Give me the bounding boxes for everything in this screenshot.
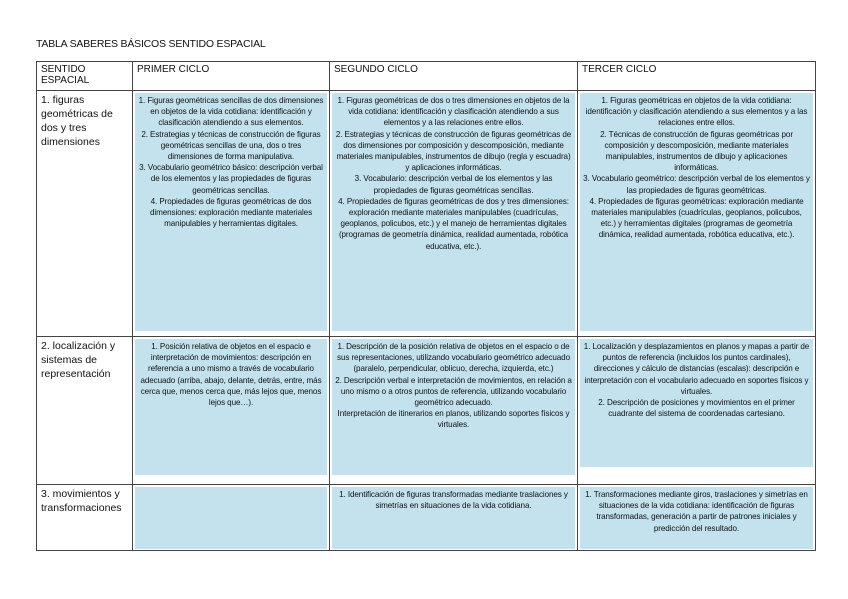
content-box: [332, 487, 575, 549]
content-box: [135, 93, 327, 331]
list-item: 1. Figuras geométricas sencillas de dos dimensiones en objetos de la vida cotidiana: identificación y clasificación atendiendo a sus elementos.: [138, 96, 324, 128]
list-item: 1. Transformaciones mediante giros, traslaciones y simetrías en situaciones de la vida cotidiana: identificación de figuras transformadas, generación a partir de patrones iniciales y predicción del resultado.: [585, 490, 808, 533]
content-box: [332, 339, 575, 475]
list-item: 1. Localización y desplazamientos en planos y mapas a partir de puntos de referencia (incluidos los puntos cardinales), direcciones y cálculo de distancias (escalas): descripción e interpretación con el vocabulario adecuado en soportes físicos y virtuales.: [583, 342, 810, 396]
table-row: [37, 91, 816, 337]
saberes-table: [36, 61, 816, 551]
table-header-row: [37, 62, 816, 91]
list-item: 4. Propiedades de figuras geométricas: exploración mediante materiales manipulables (cuadrículas, geoplanos, policubos, etc.) y herramientas digitales (programas de geometría dinámica, realidad aumentada, robótica educativa, etc.).: [589, 196, 804, 240]
content-box: [332, 93, 575, 331]
list-item: 4. Propiedades de figuras geométricas de dos dimensiones: exploración mediante materiales manipulables y herramientas digitales.: [149, 196, 313, 229]
list-item: 2. Estrategias y técnicas de construcción de figuras geométricas sencillas de una, dos o tres dimensiones de forma manipulativa.: [141, 129, 321, 162]
list-item: 2. Técnicas de construcción de figuras geométricas por composición y descomposición, mediante materiales manipulables, instrumentos de dibujo y aplicaciones informáticas.: [600, 129, 793, 173]
cell-segundo-movimientos: [330, 485, 578, 551]
content-box: [580, 93, 813, 331]
table-row: [37, 485, 816, 551]
list-item: 1. Figuras geométricas en objetos de la vida cotidiana: identificación y clasificación atendiendo a sus elementos y a las relaciones entre ellos.: [585, 96, 808, 128]
cell-segundo-localizacion: [330, 337, 578, 485]
cell-primer-figuras: [133, 91, 330, 337]
header-segundo-ciclo: SEGUNDO CICLO: [330, 62, 578, 91]
row-label-figuras: 1. figuras geométricas de dos y tres dimensiones: [37, 91, 133, 337]
list-item: 4. Propiedades de figuras geométricas de dos y tres dimensiones: exploración mediante materiales manipulables (cuadrículas, geoplanos, policubos, etc.) y el manejo de herramientas digitales (programas de geometría dinámica, realidad aumentada, robótica educativa, etc.).: [338, 196, 569, 251]
header-primer-ciclo: PRIMER CICLO: [133, 62, 330, 91]
cell-segundo-figuras: [330, 91, 578, 337]
list-item: 3. Vocabulario geométrico: descripción verbal de los elementos y las propiedades de figuras geométricas.: [583, 174, 810, 195]
list-item: 1. Figuras geométricas de dos o tres dimensiones en objetos de la vida cotidiana: identificación y clasificación atendiendo a sus elementos y a las relaciones entre ellos.: [337, 96, 570, 128]
cell-tercer-localizacion: [578, 337, 816, 485]
cell-primer-localizacion: [133, 337, 330, 485]
list-item: 2. Descripción de posiciones y movimientos en el primer cuadrante del sistema de coordenadas cartesiano.: [598, 398, 795, 419]
content-box: [580, 339, 813, 467]
row-label-localizacion: 2. localización y sistemas de representación: [37, 337, 133, 485]
row-label-movimientos: 3. movimientos y transformaciones: [37, 485, 133, 551]
list-item: 2. Descripción verbal e interpretación de movimientos, en relación a uno mismo o a otros puntos de referencia, utilizando vocabulario geométrico adecuado.: [335, 375, 572, 408]
list-item: 1. Posición relativa de objetos en el espacio e interpretación de movimientos: descripción en referencia a uno mismo a través de vocabulario adecuado (arriba, abajo, delante, detrás, entre, más cerca que, menos cerca que, más lejos que, menos lejos que…).: [140, 342, 322, 408]
list-item: 3. Vocabulario geométrico básico: descripción verbal de los elementos y las propiedades de figuras geométricas sencillas.: [139, 163, 323, 195]
cell-primer-movimientos: [133, 485, 330, 551]
content-box: [580, 487, 813, 549]
list-item: 2. Estrategias y técnicas de construcción de figuras geométricas de dos dimensiones por composición y descomposición, mediante materiales manipulables, instrumentos de dibujo (regla y escuadra) y aplicaciones informáticas.: [335, 129, 572, 173]
table-row: [37, 337, 816, 485]
list-item: 1. Identificación de figuras transformadas mediante traslaciones y simetrías en situaciones de la vida cotidiana.: [339, 490, 568, 511]
content-box: [135, 339, 327, 475]
content-box-empty: [135, 487, 327, 549]
list-item: 1. Descripción de la posición relativa de objetos en el espacio o de sus representaciones, utilizando vocabulario geométrico adecuado (paralelo, perpendicular, oblicuo, derecha, izquierda, etc.): [337, 342, 570, 374]
document-title: TABLA SABERES BÁSICOS SENTIDO ESPACIAL: [36, 38, 266, 50]
cell-tercer-movimientos: [578, 485, 816, 551]
header-sentido-espacial: SENTIDO ESPACIAL: [37, 62, 133, 91]
list-item: 3. Vocabulario: descripción verbal de los elementos y las propiedades de figuras geométricas sencillas.: [354, 174, 553, 195]
header-tercer-ciclo: TERCER CICLO: [578, 62, 816, 91]
cell-tercer-figuras: [578, 91, 816, 337]
list-item: Interpretación de itinerarios en planos, utilizando soportes físicos y virtuales.: [337, 409, 570, 430]
